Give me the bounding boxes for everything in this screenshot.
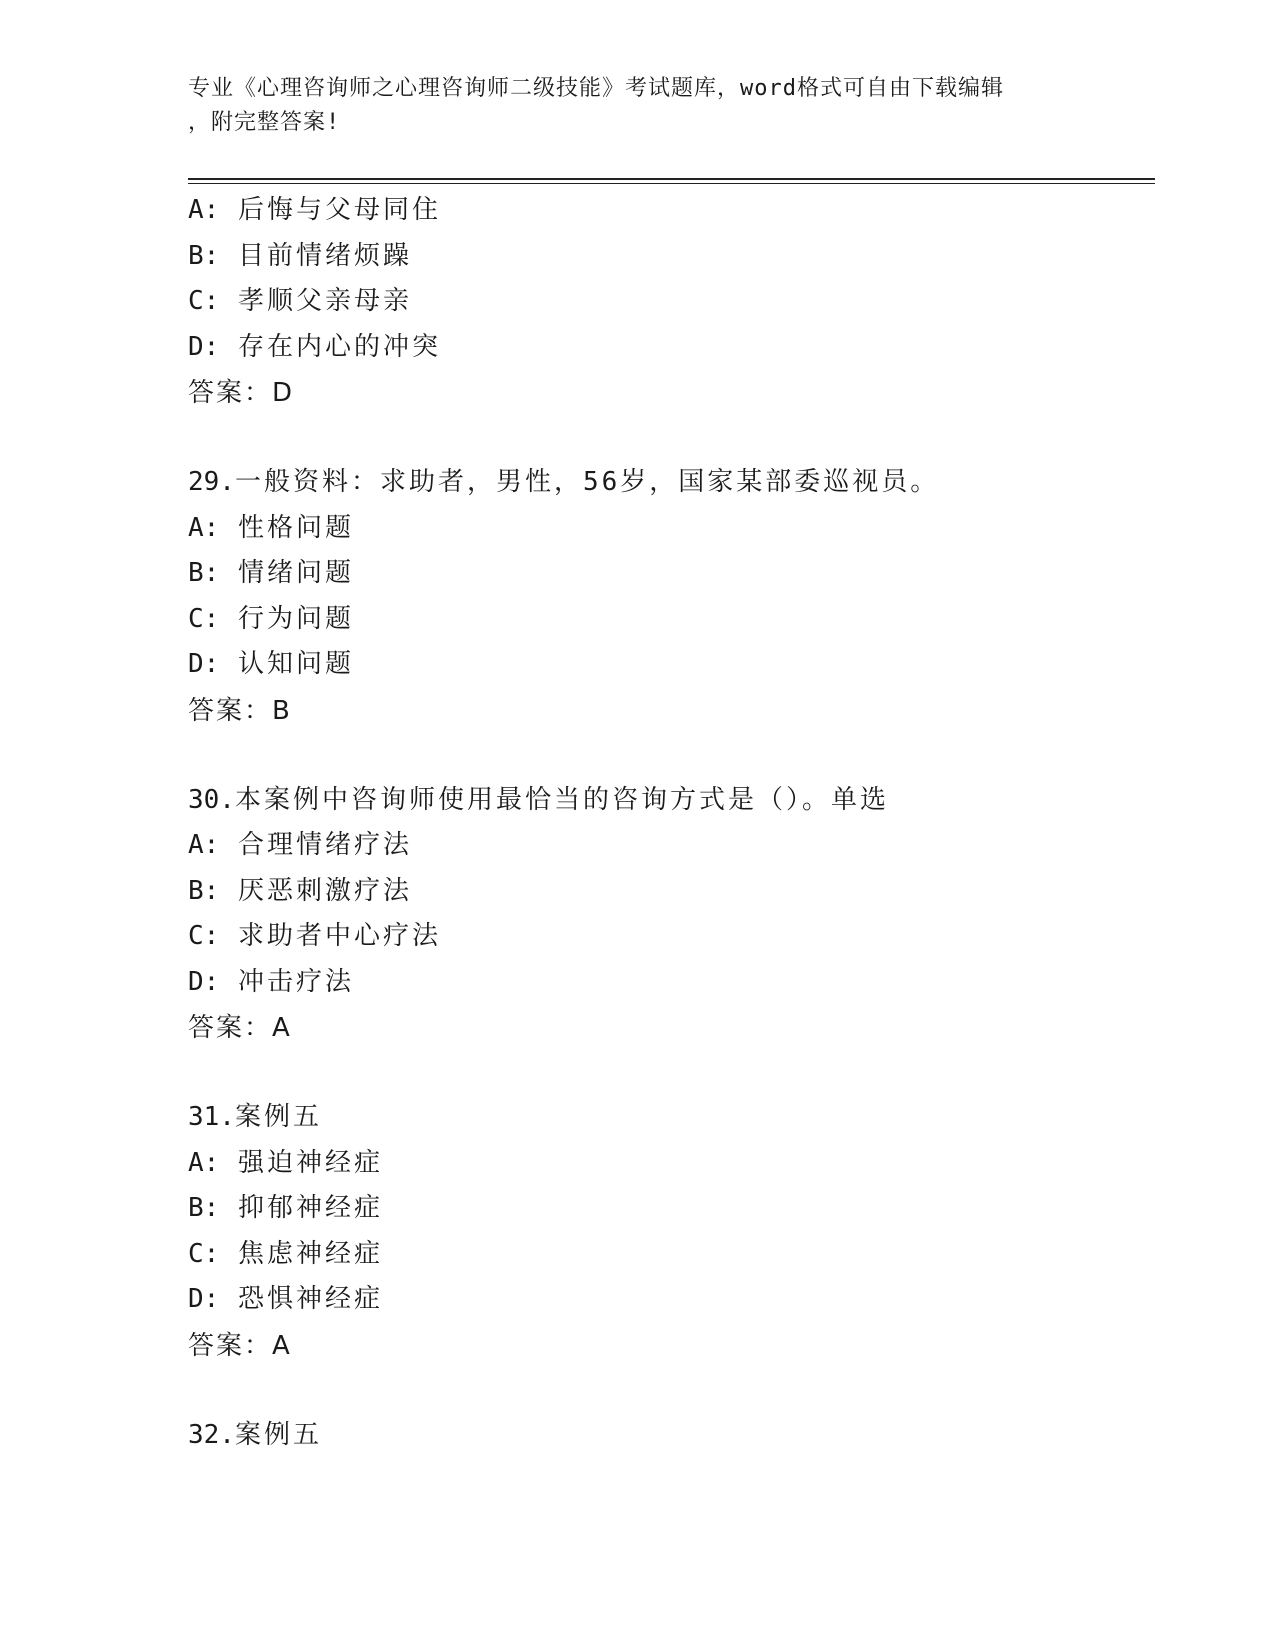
- option-d: D: 恐惧神经症: [188, 1284, 383, 1314]
- option-b: B: 目前情绪烦躁: [188, 240, 412, 271]
- question-stem: [188, 1095, 1155, 1141]
- answer-line: 答案：B: [188, 695, 292, 726]
- option-a: A: 合理情绪疗法: [188, 830, 412, 860]
- answer-line: 答案：A: [188, 1013, 292, 1043]
- option-c: C: 求助者中心疗法: [188, 921, 441, 951]
- question-list: [188, 188, 1155, 1458]
- question-stem: [188, 778, 1155, 824]
- question-text: 案例五: [234, 1419, 322, 1450]
- question-31-block: [188, 1095, 1155, 1369]
- question-28-block: [188, 188, 1155, 416]
- option-c: C: 孝顺父亲母亲: [188, 286, 412, 316]
- question-stem: [188, 1413, 1155, 1459]
- question-text: 案例五: [234, 1102, 322, 1132]
- header-title-line-2: ，附完整答案!: [188, 110, 341, 135]
- question-number: 29.: [188, 467, 235, 497]
- option-b: B: 厌恶刺激疗法: [188, 875, 412, 906]
- header-divider-thick: [188, 178, 1155, 180]
- option-a: A: 性格问题: [188, 512, 354, 543]
- option-d: D: 认知问题: [188, 649, 354, 679]
- option-c: C: 行为问题: [188, 603, 354, 634]
- option-d: D: 存在内心的冲突: [188, 331, 441, 362]
- question-number: 30.: [188, 784, 235, 815]
- option-b: B: 抑郁神经症: [188, 1193, 383, 1223]
- header-title-line-1: 专业《心理咨询师之心理咨询师二级技能》考试题库，word格式可自由下载编辑: [188, 76, 1004, 101]
- option-a: A: 后悔与父母同住: [188, 195, 441, 225]
- question-stem: [188, 460, 1155, 506]
- question-32-block: [188, 1413, 1155, 1459]
- option-c: C: 焦虑神经症: [188, 1238, 383, 1269]
- option-a: A: 强迫神经症: [188, 1147, 383, 1178]
- question-text: 本案例中咨询师使用最恰当的咨询方式是（）。单选: [234, 784, 889, 815]
- question-30-block: [188, 778, 1155, 1052]
- answer-line: 答案：D: [188, 378, 295, 408]
- question-number: 31.: [188, 1102, 235, 1132]
- header-divider-thin: [188, 183, 1155, 184]
- document-header: [188, 72, 1088, 140]
- answer-line: 答案：A: [188, 1330, 292, 1361]
- question-number: 32.: [188, 1419, 235, 1450]
- option-d: D: 冲击疗法: [188, 966, 354, 997]
- option-b: B: 情绪问题: [188, 558, 354, 588]
- question-text: 一般资料：求助者，男性，56岁，国家某部委巡视员。: [234, 467, 940, 497]
- question-29-block: [188, 460, 1155, 734]
